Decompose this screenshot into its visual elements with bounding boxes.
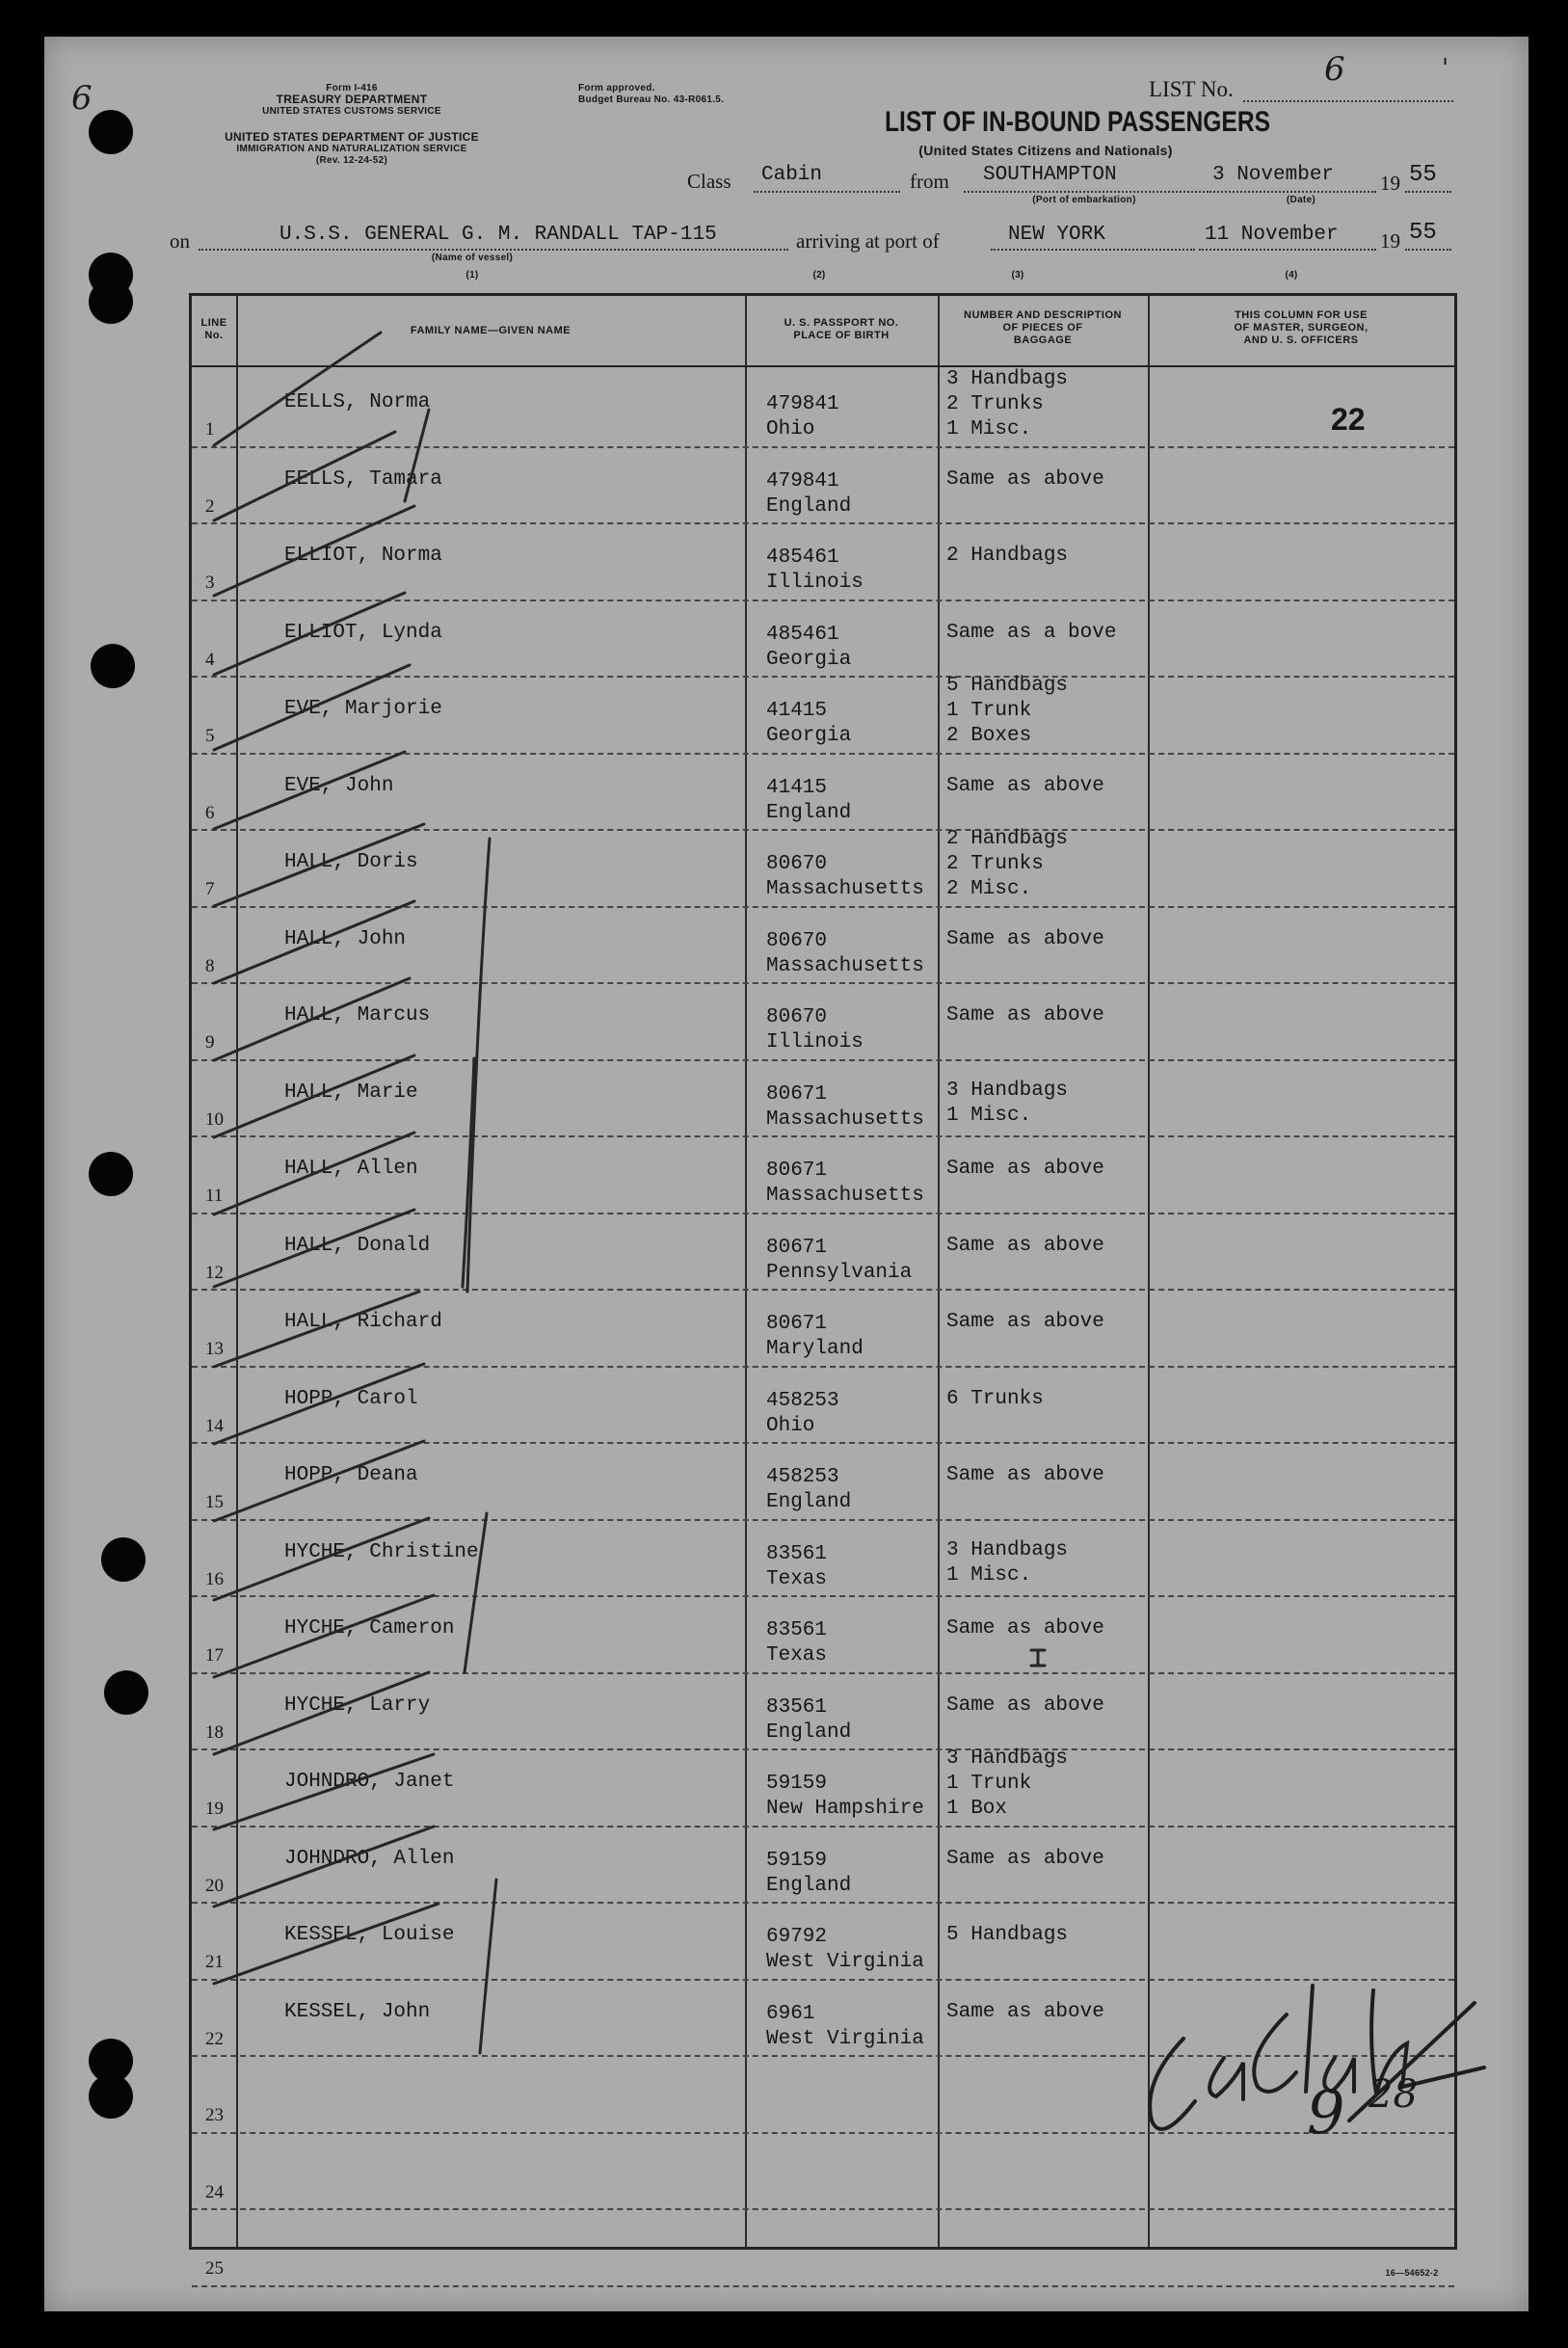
passenger-name: HALL, Marie: [284, 1081, 418, 1104]
vessel-caption: (Name of vessel): [431, 253, 514, 263]
table-header: [192, 296, 1454, 365]
table-row: [192, 524, 1454, 600]
vessel-line: [199, 249, 788, 251]
place-of-birth: Illinois: [766, 1031, 864, 1054]
place-of-birth: Ohio: [766, 418, 815, 440]
port-of-embarkation: SOUTHAMPTON: [983, 164, 1117, 186]
punch-hole: [89, 1152, 133, 1196]
passport-cell: [766, 1465, 851, 1515]
line-number: 22: [205, 2028, 224, 2049]
place-of-birth: Ohio: [766, 1414, 815, 1437]
row-rule: [192, 2285, 1454, 2287]
embark-line: [964, 191, 1205, 193]
signature-suffix: 28: [1369, 2072, 1418, 2117]
baggage-cell: [946, 1079, 1068, 1129]
place-of-birth: England: [766, 1721, 852, 1744]
line-number: 17: [205, 1645, 224, 1666]
line-number: 16: [205, 1568, 224, 1589]
table-row: [192, 1214, 1454, 1291]
table-row: [192, 1444, 1454, 1520]
place-of-birth: Massachusetts: [766, 1107, 924, 1131]
passenger-name: HYCHE, Cameron: [284, 1617, 455, 1640]
col-num-3: (3): [1011, 270, 1024, 280]
line-number: 23: [205, 2105, 224, 2125]
line-number: 15: [205, 1492, 224, 1512]
table-row: [192, 1061, 1454, 1137]
from-label: from: [910, 170, 949, 193]
line-number: 9: [205, 1032, 215, 1053]
baggage-item: Same as above: [946, 1004, 1104, 1027]
passenger-name: HALL, Donald: [284, 1234, 431, 1257]
budget-bureau: Budget Bureau No. 43-R061.5.: [578, 94, 725, 105]
arrival-year-line: [1405, 249, 1451, 251]
baggage-item: Same as above: [946, 1234, 1104, 1257]
header-name: FAMILY NAME—GIVEN NAME: [410, 325, 571, 336]
line-number: 20: [205, 1875, 224, 1896]
place-of-birth: England: [766, 1874, 852, 1897]
table-row: [192, 1597, 1454, 1673]
passenger-name: HALL, John: [284, 927, 407, 950]
punch-hole: [89, 280, 133, 324]
passport-number: 458253: [766, 1466, 839, 1488]
date-caption: (Date): [1286, 195, 1316, 205]
baggage-item: 3 Handbags: [946, 368, 1069, 390]
baggage-cell: [946, 827, 1068, 902]
passenger-name: HOPP, Carol: [284, 1387, 418, 1410]
baggage-item: 1 Misc.: [946, 418, 1032, 440]
passenger-name: ELLIOT, Norma: [284, 545, 442, 567]
baggage-item: 6 Trunks: [946, 1387, 1044, 1410]
table-row: [192, 2210, 1454, 2286]
passport-number: 80670: [766, 929, 828, 952]
line-number: 7: [205, 879, 215, 899]
depart-year-line: [1405, 191, 1451, 193]
passport-cell: [766, 2002, 924, 2052]
dept-justice: UNITED STATES DEPARTMENT OF JUSTICE: [225, 130, 479, 144]
baggage-cell: [946, 2000, 1104, 2025]
passenger-name: EVE, John: [284, 774, 394, 797]
corner-page-mark: 6: [71, 79, 93, 118]
line-number: 12: [205, 1262, 224, 1283]
baggage-cell: [946, 1847, 1104, 1872]
passport-number: 80671: [766, 1236, 828, 1259]
table-row: [192, 1291, 1454, 1367]
form-subtitle: (United States Citizens and Nationals): [918, 143, 1173, 158]
table-row: [192, 675, 1454, 754]
baggage-cell: [946, 1003, 1104, 1028]
baggage-item: Same as a bove: [946, 621, 1117, 644]
passport-cell: [766, 1542, 827, 1592]
baggage-cell: [946, 544, 1068, 569]
baggage-item: Same as above: [946, 774, 1104, 797]
arrival-date: 11 November: [1205, 224, 1339, 246]
line-number: 10: [205, 1108, 224, 1130]
table-row: [192, 1981, 1454, 2057]
arrival-port-line: [991, 249, 1195, 251]
place-of-birth: West Virginia: [766, 1951, 924, 1973]
place-of-birth: Massachusetts: [766, 1185, 924, 1207]
line-number: 19: [205, 1799, 224, 1819]
customs-service: UNITED STATES CUSTOMS SERVICE: [262, 106, 441, 117]
passport-number: 59159: [766, 1849, 828, 1872]
baggage-item: 1 Trunk: [946, 700, 1032, 722]
passport-cell: [766, 1082, 924, 1133]
baggage-item: Same as above: [946, 2000, 1104, 2023]
passenger-name: HALL, Doris: [284, 851, 418, 873]
passport-number: 80671: [766, 1313, 828, 1335]
passenger-name: HOPP, Deana: [284, 1464, 418, 1486]
passport-cell: [766, 1005, 864, 1055]
list-no-mark: ': [1442, 54, 1449, 83]
passenger-name: HALL, Marcus: [284, 1004, 431, 1027]
place-of-birth: Massachusetts: [766, 878, 924, 900]
revision: (Rev. 12-24-52): [315, 155, 388, 166]
passenger-name: KESSEL, John: [284, 2000, 431, 2023]
baggage-cell: [946, 927, 1104, 952]
vessel-name: U.S.S. GENERAL G. M. RANDALL TAP-115: [279, 224, 717, 246]
departure-date: 3 November: [1212, 164, 1335, 186]
form-title: LIST OF IN-BOUND PASSENGERS: [885, 106, 1271, 138]
depart-year-prefix: 19: [1380, 172, 1400, 195]
table-row: [192, 2057, 1454, 2133]
place-of-birth: Georgia: [766, 648, 852, 671]
baggage-cell: [946, 1157, 1104, 1182]
passport-cell: [766, 1849, 851, 1899]
arrival-year: 55: [1409, 220, 1437, 246]
table-row: [192, 1137, 1454, 1214]
col-num-4: (4): [1285, 270, 1298, 280]
baggage-item: Same as above: [946, 1158, 1104, 1180]
punch-hole: [91, 644, 135, 688]
list-no-line: [1243, 100, 1453, 102]
place-of-birth: Georgia: [766, 725, 852, 747]
header-baggage: NUMBER AND DESCRIPTION OF PIECES OF BAGGAGE: [964, 309, 1122, 346]
table-row: [192, 601, 1454, 678]
header-rule: [192, 365, 1454, 367]
baggage-item: Same as above: [946, 1311, 1104, 1333]
class-label: Class: [687, 170, 731, 193]
col-num-2: (2): [812, 270, 826, 280]
punch-hole: [89, 110, 133, 154]
place-of-birth: Illinois: [766, 572, 864, 594]
punch-hole: [104, 1670, 148, 1715]
arrival-year-prefix: 19: [1380, 229, 1400, 253]
depart-date-line: [1207, 191, 1376, 193]
line-number: 5: [205, 726, 215, 746]
baggage-cell: [946, 367, 1068, 442]
line-number: 6: [205, 802, 215, 823]
passport-number: 83561: [766, 1695, 828, 1719]
passport-number: 41415: [766, 700, 828, 722]
baggage-item: 3 Handbags: [946, 1538, 1069, 1561]
punch-hole: [89, 2074, 133, 2119]
passport-number: 69792: [766, 1926, 828, 1948]
passenger-name: EELLS, Norma: [284, 391, 431, 414]
baggage-cell: [946, 1234, 1104, 1259]
col-num-1: (1): [465, 270, 479, 280]
passenger-name: JOHNDRO, Allen: [284, 1847, 455, 1870]
header-officers: THIS COLUMN FOR USE OF MASTER, SURGEON, AND U. S. OFFICERS: [1234, 309, 1369, 346]
baggage-cell: [946, 621, 1116, 646]
passport-number: 485461: [766, 547, 839, 569]
header-passport: U. S. PASSPORT NO. PLACE OF BIRTH: [784, 317, 899, 341]
baggage-item: 5 Handbags: [946, 1924, 1069, 1946]
table-row: [192, 1521, 1454, 1597]
line-number: 2: [205, 495, 215, 517]
line-number: 24: [205, 2181, 224, 2202]
baggage-cell: [946, 1538, 1068, 1588]
baggage-item: Same as above: [946, 1617, 1104, 1640]
table-row: [192, 1674, 1454, 1750]
table-row: [192, 2134, 1454, 2210]
footer-code: 16—54652-2: [1385, 2268, 1439, 2278]
ins-service: IMMIGRATION AND NATURALIZATION SERVICE: [236, 144, 467, 154]
place-of-birth: West Virginia: [766, 2027, 924, 2050]
passport-number: 83561: [766, 1619, 828, 1641]
passenger-name: ELLIOT, Lynda: [284, 621, 442, 644]
table-row: [192, 1904, 1454, 1980]
passport-number: 485461: [766, 623, 839, 646]
line-number: 3: [205, 573, 215, 593]
table-row: [192, 984, 1454, 1060]
passport-number: 83561: [766, 1542, 828, 1565]
place-of-birth: Texas: [766, 1567, 828, 1590]
baggage-item: 5 Handbags: [946, 675, 1069, 697]
baggage-cell: [946, 774, 1104, 799]
passenger-name: HALL, Richard: [284, 1311, 442, 1333]
passport-cell: [766, 852, 924, 902]
dept-treasury: TREASURY DEPARTMENT: [276, 93, 428, 106]
place-of-birth: England: [766, 494, 852, 518]
baggage-item: 1 Misc.: [946, 1563, 1032, 1587]
place-of-birth: Maryland: [766, 1338, 864, 1360]
line-number: 8: [205, 955, 215, 976]
baggage-item: 2 Misc.: [946, 878, 1032, 900]
passport-cell: [766, 469, 851, 520]
baggage-cell: [946, 674, 1068, 749]
passenger-name: HYCHE, Larry: [284, 1694, 431, 1717]
passport-number: 59159: [766, 1773, 828, 1795]
passport-cell: [766, 1389, 839, 1439]
signature-number: 9: [1307, 2077, 1345, 2148]
baggage-item: Same as above: [946, 467, 1104, 491]
arrival-date-line: [1199, 249, 1376, 251]
passport-number: 6961: [766, 2002, 815, 2025]
passport-cell: [766, 776, 851, 826]
baggage-item: 2 Handbags: [946, 545, 1069, 567]
baggage-cell: [946, 1616, 1104, 1641]
line-number: 1: [205, 419, 215, 440]
baggage-item: Same as above: [946, 1847, 1104, 1870]
passenger-name: KESSEL, Louise: [284, 1924, 455, 1946]
passenger-name: HYCHE, Christine: [284, 1540, 479, 1563]
baggage-item: 2 Trunks: [946, 393, 1044, 415]
passport-number: 80670: [766, 853, 828, 875]
baggage-item: 2 Boxes: [946, 725, 1032, 747]
place-of-birth: New Hampshire: [766, 1798, 924, 1820]
departure-year: 55: [1409, 162, 1437, 188]
passport-cell: [766, 1236, 912, 1286]
passport-cell: [766, 699, 851, 749]
baggage-item: 1 Misc.: [946, 1104, 1032, 1127]
baggage-item: 3 Handbags: [946, 1748, 1069, 1770]
line-number: 11: [205, 1186, 224, 1206]
baggage-cell: [946, 1387, 1044, 1412]
passenger-name: EELLS, Tamara: [284, 467, 442, 491]
place-of-birth: England: [766, 1491, 852, 1513]
passport-cell: [766, 623, 851, 673]
baggage-cell: [946, 1463, 1104, 1488]
line-number: 18: [205, 1721, 224, 1743]
form-number: Form I-416: [326, 83, 378, 93]
baggage-item: Same as above: [946, 1464, 1104, 1486]
passport-cell: [766, 392, 839, 442]
line-number: 4: [205, 649, 215, 670]
list-no-label: LIST No.: [1149, 77, 1234, 101]
passport-number: 80671: [766, 1082, 828, 1106]
place-of-birth: England: [766, 801, 852, 824]
baggage-cell: [946, 1310, 1104, 1335]
table-row: [192, 755, 1454, 831]
passport-number: 41415: [766, 776, 828, 799]
passenger-name: JOHNDRO, Janet: [284, 1771, 455, 1793]
form-approved: Form approved.: [578, 83, 655, 93]
baggage-item: 2 Trunks: [946, 853, 1044, 875]
passport-cell: [766, 1925, 924, 1975]
passport-number: 458253: [766, 1389, 839, 1412]
table-row: [192, 1828, 1454, 1904]
baggage-cell: [946, 1694, 1104, 1719]
passport-cell: [766, 1618, 827, 1668]
class-line: [754, 191, 900, 193]
passport-number: 479841: [766, 469, 839, 493]
passport-cell: [766, 546, 864, 596]
baggage-item: Same as above: [946, 927, 1104, 950]
passport-number: 479841: [766, 393, 839, 415]
baggage-item: Same as above: [946, 1694, 1104, 1717]
table-row: [192, 448, 1454, 524]
table-row: [192, 828, 1454, 907]
passport-cell: [766, 929, 924, 979]
passport-cell: [766, 1695, 851, 1746]
place-of-birth: Texas: [766, 1644, 828, 1667]
passenger-name: EVE, Marjorie: [284, 698, 442, 720]
on-label: on: [170, 229, 190, 253]
passport-cell: [766, 1772, 924, 1822]
class-value: Cabin: [761, 164, 823, 186]
place-of-birth: Pennsylvania: [766, 1261, 913, 1284]
list-no-value: 6: [1324, 50, 1345, 89]
header-line-no: LINE No.: [200, 317, 227, 341]
baggage-item: 2 Handbags: [946, 828, 1069, 850]
passport-cell: [766, 1159, 924, 1209]
line-number: 21: [205, 1952, 224, 1972]
passport-number: 80671: [766, 1160, 828, 1182]
line-number: 25: [205, 2258, 224, 2279]
baggage-item: 3 Handbags: [946, 1079, 1069, 1102]
punch-hole: [101, 1537, 146, 1582]
table-row: [192, 1750, 1454, 1827]
passport-number: 80670: [766, 1006, 828, 1028]
baggage-cell: [946, 1747, 1068, 1822]
baggage-cell: [946, 1923, 1068, 1948]
baggage-item: 1 Box: [946, 1798, 1008, 1820]
arrival-port: NEW YORK: [1008, 224, 1105, 246]
baggage-cell: [946, 467, 1104, 493]
table-row: [192, 908, 1454, 984]
table-row: [192, 368, 1454, 447]
line-number: 14: [205, 1415, 224, 1436]
embark-caption: (Port of embarkation): [1032, 195, 1136, 205]
passenger-name: HALL, Allen: [284, 1158, 418, 1180]
baggage-item: 1 Trunk: [946, 1773, 1032, 1795]
officer-count: 22: [1331, 402, 1366, 437]
place-of-birth: Massachusetts: [766, 954, 924, 977]
arriving-label: arriving at port of: [796, 229, 940, 253]
table-row: [192, 1368, 1454, 1444]
line-number: 13: [205, 1339, 224, 1359]
passport-cell: [766, 1312, 864, 1362]
